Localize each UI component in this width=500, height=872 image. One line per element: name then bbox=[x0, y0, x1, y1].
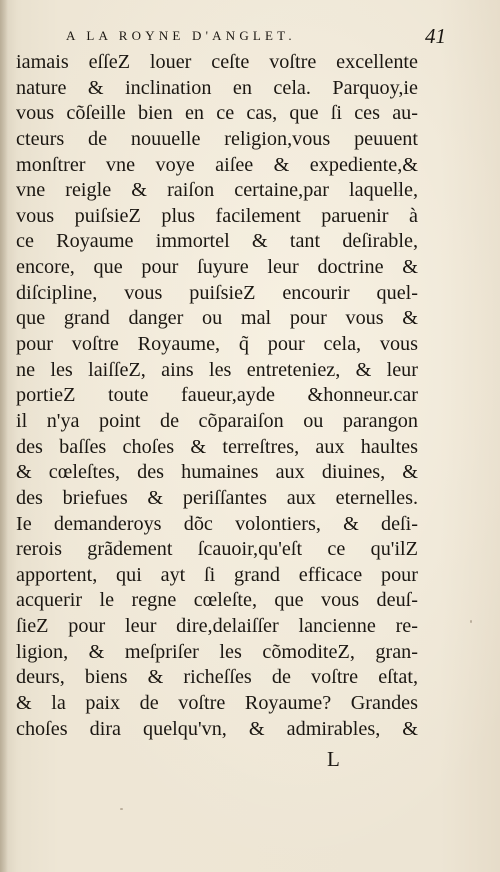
text-line: diſcipline, vous puiſsieZ encourir quel- bbox=[16, 281, 418, 304]
paper-speck bbox=[398, 190, 400, 192]
text-line: cteurs de nouuelle religion,vous peuuent bbox=[16, 127, 418, 150]
text-line: monſtrer vne voye aiſee & expediente,& bbox=[16, 153, 418, 176]
running-title: A LA ROYNE D'ANGLET. bbox=[66, 28, 296, 43]
text-line: ligion, & meſpriſer les cõmoditeZ, gran- bbox=[16, 640, 418, 663]
text-line: que grand danger ou mal pour vous & bbox=[16, 307, 418, 330]
text-line: portieZ toute faueur,ayde &honneur.car bbox=[16, 384, 418, 407]
text-line: deurs, biens & richeſſes de voſtre eſtat, bbox=[16, 666, 418, 689]
text-line: acquerir le regne cœleſte, que vous deuſ- bbox=[16, 589, 418, 612]
text-line: il n'ya point de cõparaiſon ou parangon bbox=[16, 409, 418, 432]
text-line: choſes dira quelqu'vn, & admirables, & bbox=[16, 717, 418, 740]
text-line: encore, que pour ſuyure leur doctrine & bbox=[16, 256, 418, 279]
text-line: rerois grãdement ſcauoir,qu'eſt ce qu'ilZ bbox=[16, 538, 418, 561]
body-text bbox=[16, 50, 418, 742]
page-number: 41 bbox=[425, 24, 446, 48]
text-line: apportent, qui ayt ſi grand efficace pour bbox=[16, 563, 418, 586]
text-line: ne les laiſſeZ, ains les entreteniez, & leur bbox=[16, 358, 418, 381]
signature-mark: L bbox=[327, 747, 341, 771]
text-line: Ie demanderoys dõc volontiers, & deſi- bbox=[16, 512, 418, 535]
running-head bbox=[60, 24, 446, 50]
text-line: & la paix de voſtre Royaume? Grandes bbox=[16, 692, 418, 715]
text-line: pour voſtre Royaume, q̃ pour cela, vous bbox=[16, 333, 418, 356]
text-line: & cœleſtes, des humaines aux diuines, & bbox=[16, 461, 418, 484]
page-gutter-shadow bbox=[0, 0, 8, 872]
text-line: des baſſes choſes & terreſtres, aux haultes bbox=[16, 435, 418, 458]
text-line: ce Royaume immortel & tant deſirable, bbox=[16, 230, 418, 253]
paper-speck bbox=[120, 808, 123, 810]
text-line: vous cõſeille bien en ce cas, que ſi ces au- bbox=[16, 102, 418, 125]
text-line: vne reigle & raiſon certaine,par laquelle, bbox=[16, 179, 418, 202]
text-line: vous puiſsieZ plus facilement paruenir à bbox=[16, 204, 418, 227]
paper-speck bbox=[470, 620, 472, 623]
text-line: ſieZ pour leur dire,delaiſſer lancienne re- bbox=[16, 615, 418, 638]
text-line: des briefues & periſſantes aux eternelles. bbox=[16, 486, 418, 509]
text-line: iamais eſſeZ louer ceſte voſtre excellente bbox=[16, 51, 418, 73]
text-line: nature & inclination en cela. Parquoy,ie bbox=[16, 76, 418, 99]
